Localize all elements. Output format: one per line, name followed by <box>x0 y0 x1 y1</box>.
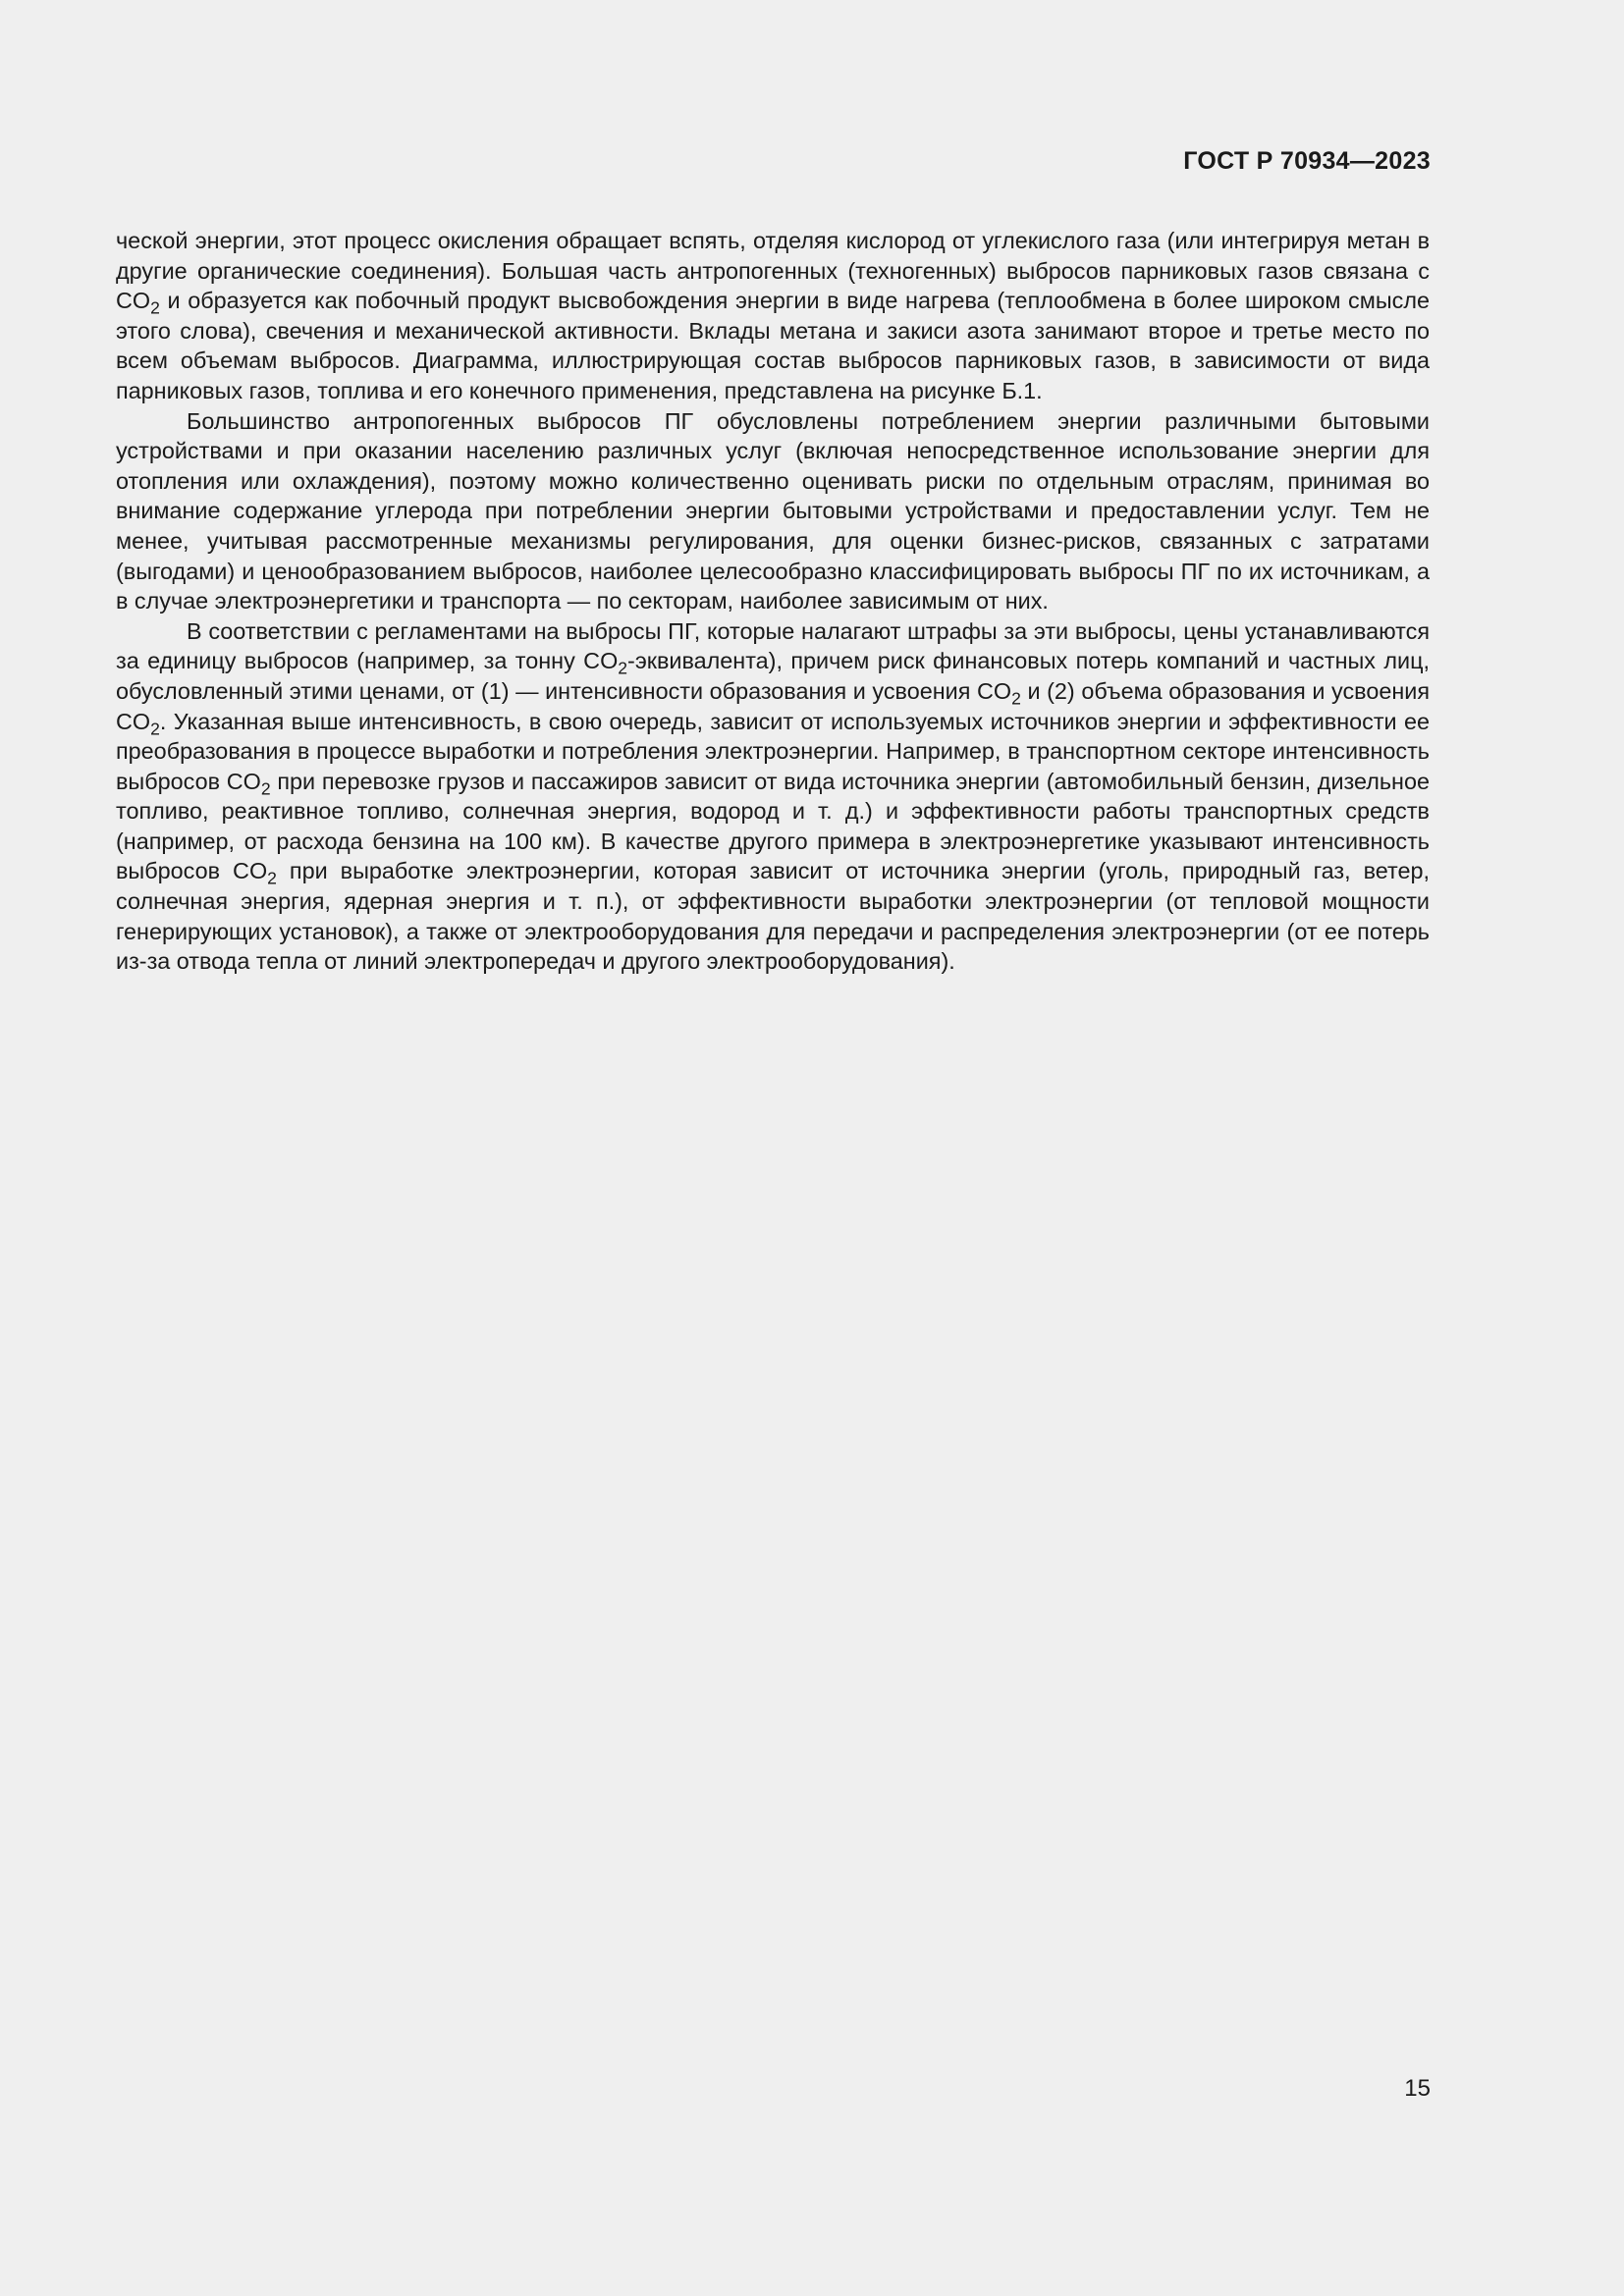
text-run: и образуется как побочный продукт высвобождения энергии в виде нагрева (теплообмена в более широком смысле этого слова), свечения и механической активности. Вклады метана и закиси азота занимают второе и третье место по всем объемам выбросов. Диаграмма, иллюстрирующая состав выбросов парниковых газов, в зависимости от вида парниковых газов, топлива и его конечного применения, представлена на рисунке Б.1. <box>116 288 1430 403</box>
page-number: 15 <box>1404 2075 1431 2102</box>
paragraph-1 <box>116 226 1430 406</box>
subscript: 2 <box>150 297 160 318</box>
subscript: 2 <box>618 658 628 678</box>
text-run: при выработке электроэнергии, которая зависит от источника энергии (уголь, природный газ, ветер, солнечная энергия, ядерная энергия и т. п.), от эффективности выработки электроэнергии (от тепловой мощности генерирующих установок), а также от электрооборудования для передачи и распределения электроэнергии (от ее потерь из-за отвода тепла от линий электропередач и другого электрооборудования). <box>116 858 1430 975</box>
document-code-header: ГОСТ Р 70934—2023 <box>1183 147 1431 175</box>
document-body <box>116 226 1430 977</box>
subscript: 2 <box>267 868 277 888</box>
paragraph-3 <box>116 616 1430 977</box>
text-run: В соответствии с регламентами на выбросы ПГ, которые налагают штрафы за эти выбросы, цены устанавливаются за единицу выбросов (например, за тонну CO <box>116 617 1430 674</box>
text-run: -эквивалента), причем риск финансовых потерь компаний и частных лиц, обусловленный этими ценами, от (1) — интенсивности образования и усвоения CO <box>116 648 1430 704</box>
text-run: при перевозке грузов и пассажиров зависит от вида источника энергии (автомобильный бензин, дизельное топливо, реактивное топливо, солнечная энергия, водород и т. д.) и эффективности работы транспортных средств (например, от расхода бензина на 100 км). В качестве другого примера в электроэнергетике указывают интенсивность выбросов CO <box>116 768 1430 884</box>
paragraph-2 <box>116 406 1430 616</box>
subscript: 2 <box>1011 688 1021 709</box>
text-run: Большинство антропогенных выбросов ПГ обусловлены потреблением энергии различными бытовыми устройствами и при оказании населению различных услуг (включая непосредственное использование энергии для отопления или охлаждения), поэтому можно количественно оценивать риски по отдельным отраслям, принимая во внимание содержание углерода при потреблении энергии бытовыми устройствами и предоставлении услуг. Тем не менее, учитывая рассмотренные механизмы регулирования, для оценки бизнес-рисков, связанных с затратами (выгодами) и ценообразованием выбросов, наиболее целесообразно классифицировать выбросы ПГ по их источникам, а в случае электроэнергетики и транспорта — по секторам, наиболее зависимым от них. <box>116 407 1430 614</box>
text-run: ческой энергии, этот процесс окисления обращает вспять, отделяя кислород от углекислого газа (или интегрируя метан в другие органические соединения). Большая часть антропогенных (техногенных) выбросов парниковых газов связана с CO <box>116 228 1430 314</box>
subscript: 2 <box>260 777 271 798</box>
subscript: 2 <box>150 718 160 738</box>
text-run: и (2) объема образования и усвоения CO <box>116 677 1430 734</box>
text-run: . Указанная выше интенсивность, в свою очередь, зависит от используемых источников энергии и эффективности ее преобразования в процессе выработки и потребления электроэнергии. Например, в транспортном секторе интенсивность выбросов CO <box>116 708 1430 794</box>
